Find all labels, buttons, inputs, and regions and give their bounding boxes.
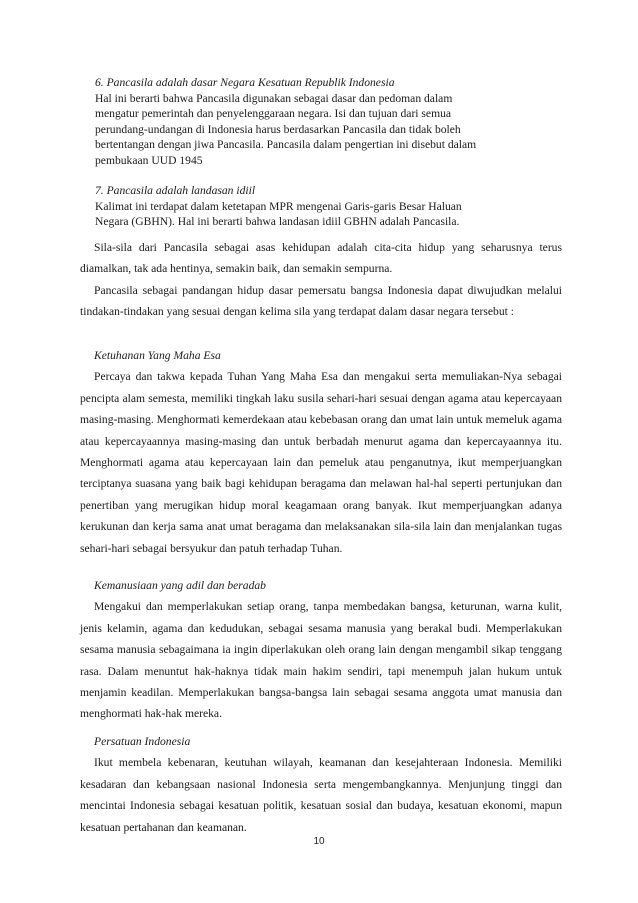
point-title: 7. Pancasila adalah landasan idiil <box>95 184 256 197</box>
point-line: Kalimat ini terdapat dalam ketetapan MPR mengenai Garis-garis Besar Haluan <box>95 199 462 213</box>
intro-section <box>80 237 562 323</box>
intro-paragraph: Pancasila sebagai pandangan hidup dasar pemersatu bangsa Indonesia dapat diwujudkan melalui tindakan-tindakan yang sesuai dengan kelima sila yang terdapat dalam dasar negara tersebut : <box>80 283 562 319</box>
point-line: mengatur pemerintah dan penyelenggaraan negara. Isi dan tujuan dari semua <box>95 107 452 121</box>
section-paragraph: Mengakui dan memperlakukan setiap orang, tanpa membedakan bangsa, keturunan, warna kulit, jenis kelamin, agama dan kedudukan, sebagai sesama manusia yang berakal budi. Memperlakukan sesama manusia sebagaimana ia ingin diperlakukan oleh orang lain dengan mengambil sikap tenggang rasa. Dalam menuntut hak-haknya tidak main hakim sendiri, tapi menempuh jalan hukum untuk menjamin keadilan. Memperlakukan bangsa-bangsa lain sebagai sesama anggota umat manusia dan menghormati hak-hak mereka. <box>80 600 562 721</box>
point-line: bertentangan dengan jiwa Pancasila. Pancasila dalam pengertian ini disebut dalam <box>95 138 477 152</box>
section-heading: Kemanusiaan yang adil dan beradab <box>94 579 266 592</box>
intro-paragraph: Sila-sila dari Pancasila sebagai asas kehidupan adalah cita-cita hidup yang seharusnya terus diamalkan, tak ada hentinya, semakin baik, dan semakin sempurna. <box>80 241 562 276</box>
point-line: Negara (GBHN). Hal ini berarti bahwa landasan idiil GBHN adalah Pancasila. <box>95 215 460 229</box>
point-line: Hal ini berarti bahwa Pancasila digunakan sebagai dasar dan pedoman dalam <box>95 91 453 105</box>
point-title: 6. Pancasila adalah dasar Negara Kesatuan Republik Indonesia <box>95 76 395 89</box>
section-heading: Persatuan Indonesia <box>94 735 191 748</box>
section-persatuan <box>80 731 562 838</box>
point-7 <box>95 183 565 230</box>
point-line: pembukaan UUD 1945 <box>95 153 203 167</box>
point-6 <box>95 75 565 169</box>
page-number: 10 <box>313 836 325 847</box>
section-paragraph: Percaya dan takwa kepada Tuhan Yang Maha Esa dan mengakui serta memuliakan-Nya sebagai pencipta alam semesta, memiliki tingkah laku susila sehari-hari sesuai dengan agama atau kepercayaan masing-masing. Menghormati kemerdekaan atau kebebasan orang dan umat lain untuk memeluk agama atau kepercayaannya masing-masing dan untuk berbadah menurut agama dan kepercayaannya itu. Menghormati agama atau kepercayaan lain dan pemeluk atau penganutnya, ikut memperjuangkan terciptanya suasana yang baik bagi kehidupan beragama dan melawan hal-hal seperti pertunjukan dan penertiban yang merugikan hidup moral keagamaan orang banyak. Ikut memperjuangkan adanya kerukunan dan kerja sama anat umat beragama dan melaksanakan sila-sila lain dan menjalankan tugas sehari-hari sebagai bersyukur dan patuh terhadap Tuhan. <box>80 370 562 555</box>
point-line: perundang-undangan di Indonesia harus berdasarkan Pancasila dan tidak boleh <box>95 122 461 136</box>
section-heading: Ketuhanan Yang Maha Esa <box>94 349 221 362</box>
section-paragraph: Ikut membela kebenaran, keutuhan wilayah, keamanan dan kesejahteraan Indonesia. Memiliki kesadaran dan kebangsaan nasional Indonesia serta mengembangkannya. Menjunjung tinggi dan mencintai Indonesia sebagai kesatuan politik, kesatuan sosial dan budaya, kesatuan ekonomi, mapun kesatuan pertahanan dan keamanan. <box>80 756 562 834</box>
section-kemanusiaan <box>80 575 562 725</box>
section-ketuhanan <box>80 345 562 559</box>
